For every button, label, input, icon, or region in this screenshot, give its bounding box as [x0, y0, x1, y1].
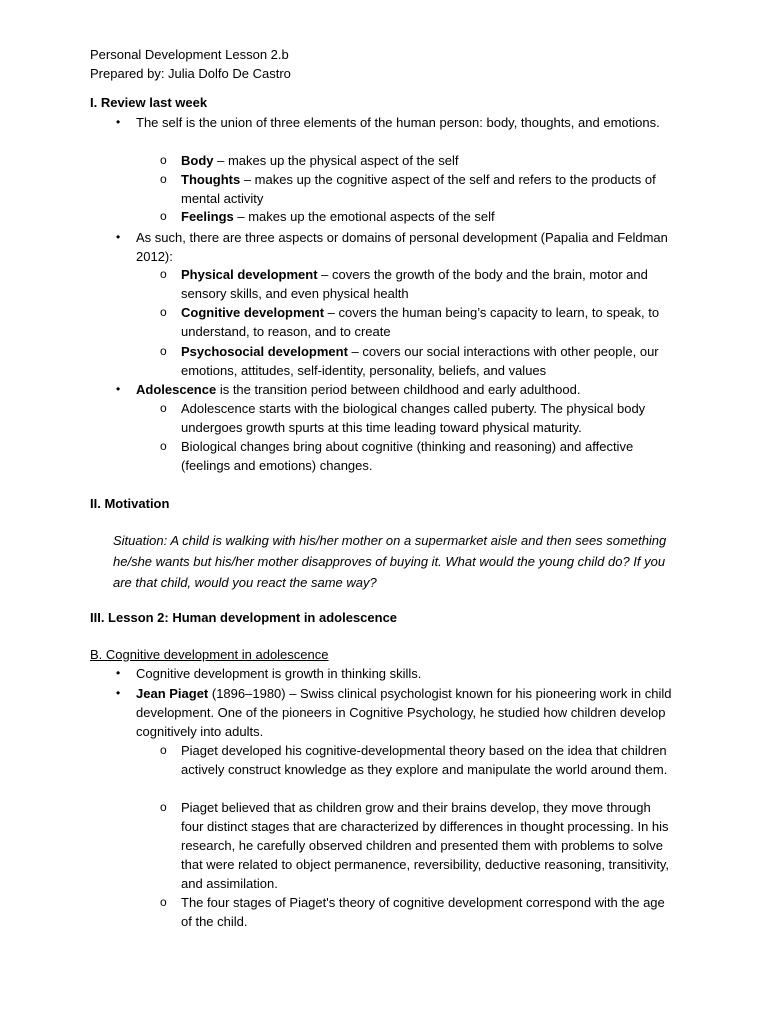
term: Thoughts: [181, 172, 241, 187]
sub-list-item: [160, 437, 680, 475]
situation-text: A child is walking with his/her mother on a supermarket aisle and then sees something he/she wants but his/her mother disapproves of buying it. What would the young child do? If you are that child, would you react the same way?: [113, 533, 667, 590]
document-title: Personal Development Lesson 2.b: [90, 47, 289, 62]
term: Body: [181, 153, 214, 168]
list-item-text: Cognitive development is growth in thinking skills.: [136, 666, 422, 681]
situation-label: Situation:: [113, 533, 168, 548]
sub-bullet-marker: o: [160, 267, 167, 281]
sub-list-item-text: Adolescence starts with the biological changes called puberty. The physical body undergoes growth spurts at this time leading toward physical maturity.: [181, 401, 646, 435]
list-item: [116, 684, 676, 741]
section-heading-motivation: II. Motivation: [90, 496, 170, 511]
term: Jean Piaget: [136, 686, 209, 701]
sub-list-item: [160, 151, 680, 170]
sub-bullet-marker: o: [160, 209, 167, 223]
list-item-text: The self is the union of three elements of the human person: body, thoughts, and emotions.: [136, 115, 660, 130]
sub-bullet-marker: o: [160, 743, 167, 757]
term-description: – covers the growth of the body and the brain, motor and sensory skills, and even physical health: [181, 267, 648, 301]
term-description: is the transition period between childhood and early adulthood.: [216, 382, 581, 397]
sub-bullet-marker: o: [160, 153, 167, 167]
document-header: [90, 45, 690, 83]
list-item: [116, 380, 676, 399]
term: Physical development: [181, 267, 318, 282]
section-heading-review: I. Review last week: [90, 95, 208, 110]
bullet-marker: •: [116, 666, 121, 680]
term-description: – covers our social interactions with other people, our emotions, attitudes, self-identity, personality, beliefs, and values: [181, 344, 659, 378]
term: Adolescence: [136, 382, 217, 397]
section-heading-lesson: III. Lesson 2: Human development in adolescence: [90, 610, 398, 625]
list-item-text: As such, there are three aspects or domains of personal development (Papalia and Feldman 2012):: [136, 230, 668, 264]
sub-list-item: [160, 265, 680, 303]
sub-list-item-text: Piaget believed that as children grow and their brains develop, they move through four distinct stages that are characterized by differences in thought processing. In his research, he carefully observed children and presented them with problems to solve that were related to object permanence, reversibility, deductive reasoning, transitivity, and assimilation.: [181, 800, 669, 891]
sub-list-item: [160, 798, 680, 893]
bullet-marker: •: [116, 382, 121, 396]
term-description: – makes up the cognitive aspect of the self and refers to the products of mental activity: [181, 172, 656, 206]
sub-list-item: [160, 342, 680, 380]
sub-list-item: [160, 170, 680, 208]
sub-bullet-marker: o: [160, 172, 167, 186]
sub-list-item: [160, 893, 680, 931]
sub-list-item-text: Piaget developed his cognitive-developmental theory based on the idea that children actively construct knowledge as they explore and manipulate the world around them.: [181, 743, 668, 777]
sub-list-item: [160, 207, 680, 226]
term: Cognitive development: [181, 305, 325, 320]
term-description: – makes up the emotional aspects of the self: [233, 209, 495, 224]
bullet-marker: •: [116, 115, 121, 129]
list-item: [116, 228, 676, 266]
sub-list-item: [160, 399, 680, 437]
term-description: – makes up the physical aspect of the self: [213, 153, 459, 168]
subsection-heading: B. Cognitive development in adolescence: [90, 647, 329, 662]
sub-bullet-marker: o: [160, 344, 167, 358]
sub-list-item-text: The four stages of Piaget's theory of cognitive development correspond with the age of the child.: [181, 895, 665, 929]
sub-bullet-marker: o: [160, 895, 167, 909]
list-item: [116, 664, 676, 683]
sub-bullet-marker: o: [160, 401, 167, 415]
sub-list-item-text: Biological changes bring about cognitive (thinking and reasoning) and affective (feelings and emotions) changes.: [181, 439, 634, 473]
sub-bullet-marker: o: [160, 800, 167, 814]
term-description: (1896–1980) – Swiss clinical psychologist known for his pioneering work in child development. One of the pioneers in Cognitive Psychology, he studied how children develop cognitively into adults.: [136, 686, 672, 739]
term: Feelings: [181, 209, 234, 224]
sub-list-item: [160, 741, 680, 779]
document-author: Prepared by: Julia Dolfo De Castro: [90, 66, 291, 81]
sub-bullet-marker: o: [160, 305, 167, 319]
bullet-marker: •: [116, 230, 121, 244]
term: Psychosocial development: [181, 344, 348, 359]
sub-bullet-marker: o: [160, 439, 167, 453]
sub-list-item: [160, 303, 680, 341]
term-description: – covers the human being’s capacity to learn, to speak, to understand, to reason, and to create: [181, 305, 660, 339]
bullet-marker: •: [116, 686, 121, 700]
situation-paragraph: [113, 530, 683, 593]
list-item: [116, 113, 676, 132]
